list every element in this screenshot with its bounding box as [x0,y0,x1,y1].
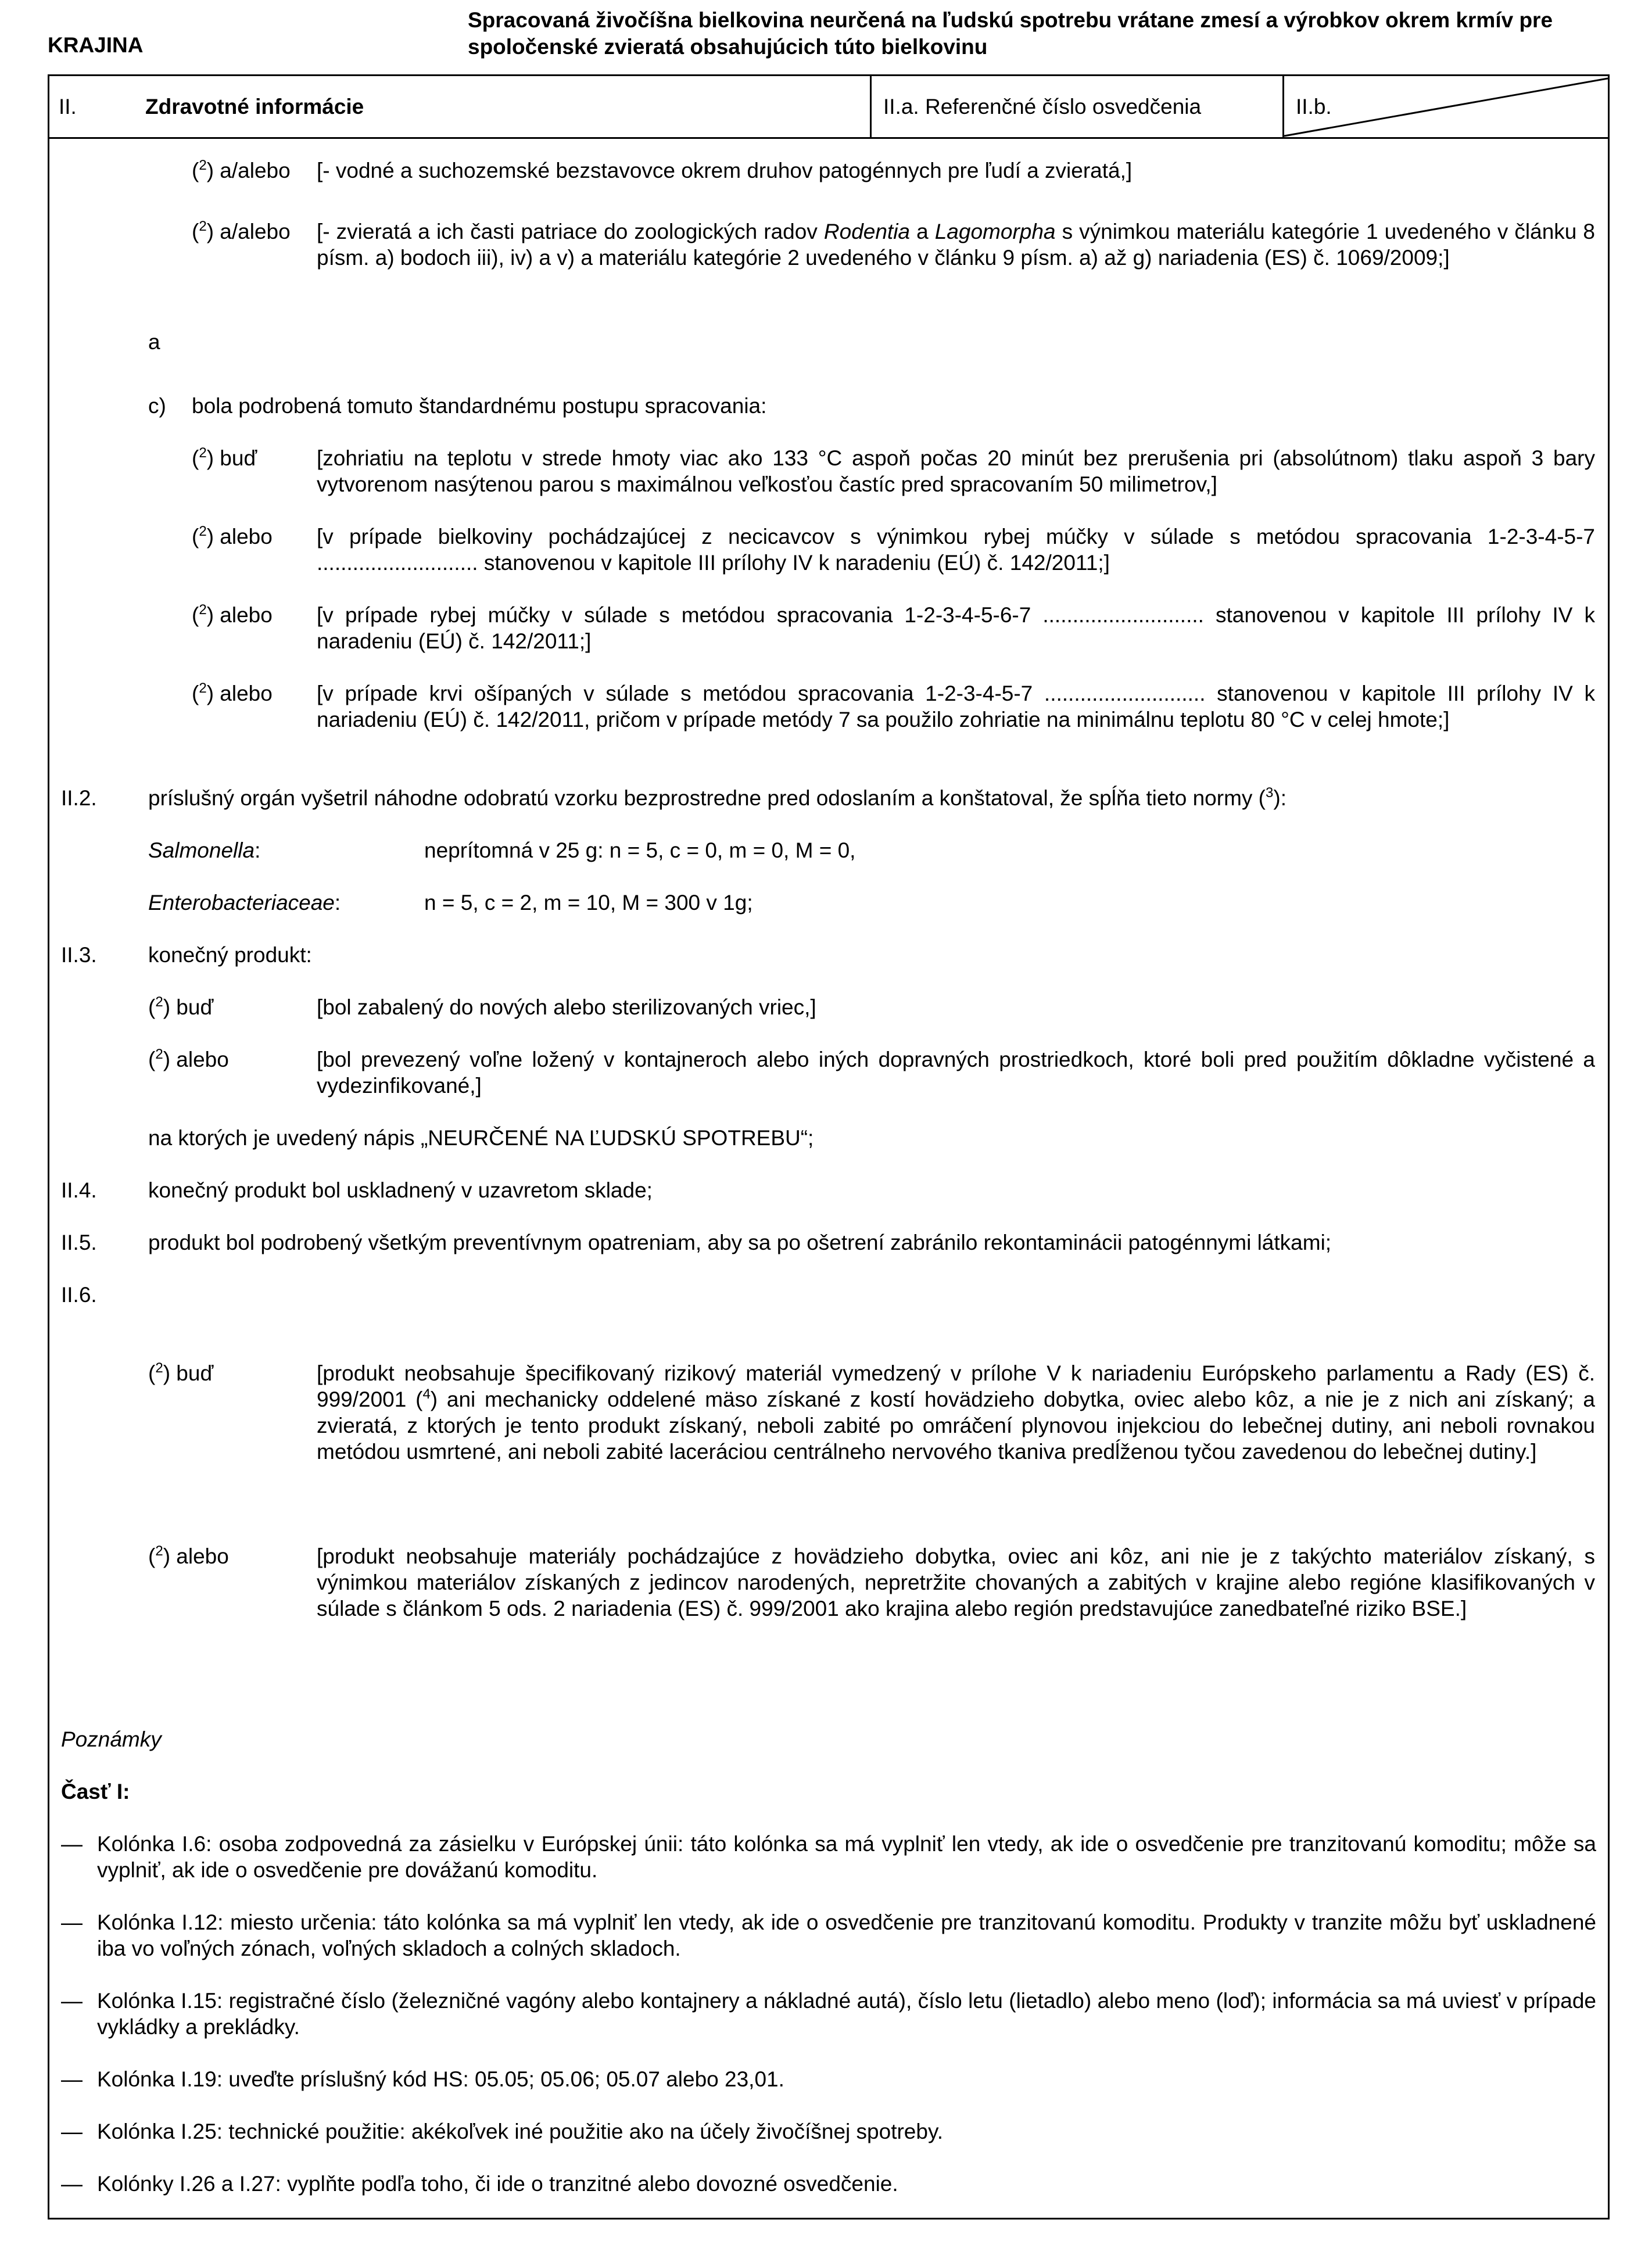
note-item: Kolónka I.6: osoba zodpovedná za zásielku v Európskej únii: táto kolónka sa má vyplniť len vtedy, ak ide o osvedčenie pre tranzitovanú komoditu; môže sa vyplniť, ak ide o osvedčenie pre dovážanú komoditu. [97,1832,1596,1882]
clause-ii4-text: konečný produkt bol uskladnený v uzavretom sklade; [148,1178,653,1202]
method-non-mammal-protein: [v prípade bielkoviny pochádzajúcej z necicavcov s výnimkou rybej múčky v súlade s metódou spracovania 1-2-3-4-5-7 ........................... stanovenou v kapitole III prílohy IV k naradeniu (EÚ) č. 142/2011;] [317,525,1595,575]
note-dash: — [61,1910,83,1934]
note-dash: — [61,1832,83,1856]
country-label: KRAJINA [48,33,144,57]
bse-negligible-risk-statement: [produkt neobsahuje materiály pochádzajúce z hovädzieho dobytka, oviec ani kôz, ani nie je z takýchto materiálov získaný, s výnimkou materiálov získaných z jedincov narodených, nepretržite chovaných a zabitých v krajine alebo regióne klasifikovaných v súlade s článkom 5 ods. 2 nariadenia (ES) č. 999/2001 ako krajina alebo región predstavujúce zanedbateľné riziko BSE.] [317,1544,1595,1620]
field-iib-label: II.b. [1282,76,1608,137]
option-marker: ($^2$) alebo [148,1543,229,1568]
point-c-label: c) [148,394,166,418]
clause-ii2-text: príslušný orgán vyšetril náhodne odobratú vzorku bezprostredne pred odoslaním a konštatoval, že spĺňa tieto normy ($^3$): [148,785,1287,810]
packaging-bulk-containers: [bol prevezený voľne ložený v kontajneroch alebo iných dopravných prostriedkoch, ktoré boli pred použitím dôkladne vyčistené a vydezinfikované,] [317,1048,1595,1098]
certificate-frame [48,74,1610,2220]
option-marker: ($^2$) alebo [192,524,273,548]
note-dash: — [61,1989,83,2013]
notes-title: Poznámky [61,1727,162,1751]
option-rodentia-lagomorpha: [- zvieratá a ich časti patriace do zoologických radov Rodentia a Lagomorpha s výnimkou materiálu kategórie 1 uvedeného v článku 8 písm. a) bodoch iii), iv) a v) a materiálu kategórie 2 uvedeného v článku 9 písm. a) až g) nariadenia (ES) č. 1069/2009;] [317,220,1596,270]
option-aquatic-invertebrates: [- vodné a suchozemské bezstavovce okrem druhov patogénnych pre ľudí a zvieratá,] [317,159,1133,182]
note-item: Kolónky I.26 a I.27: vyplňte podľa toho, či ide o tranzitné alebo dovozné osvedčenie. [97,2172,898,2196]
conjunction-a: a [148,330,160,354]
note-item: Kolónka I.15: registračné číslo (železničné vagóny alebo kontajnery a nákladné autá), číslo letu (lietadlo) alebo meno (loď); informácia sa má uviesť v prípade vykládky a prekládky. [97,1989,1596,2039]
option-marker: ($^2$) buď [192,445,257,470]
header-diagonal-line [49,76,1608,137]
packaging-new-bags: [bol zabalený do nových alebo sterilizovaných vriec,] [317,995,816,1019]
clause-ii3-text: konečný produkt: [148,943,312,967]
option-marker: ($^2$) alebo [148,1046,229,1071]
note-item: Kolónka I.25: technické použitie: akékoľvek iné použitie ako na účely živočíšnej spotreby. [97,2120,943,2143]
enterobacteriaceae-label: Enterobacteriaceae: [148,891,341,915]
note-dash: — [61,2067,83,2091]
section-number: II. [59,95,77,119]
section-title: Zdravotné informácie [145,95,364,119]
srm-statement: [produkt neobsahuje špecifikovaný rizikový materiál vymedzený v prílohe V k nariadeniu Európskeho parlamentu a Rady (ES) č. 999/2001 ($^4$) ani mechanicky oddelené mäso získané z kostí hovädzieho dobytka, oviec alebo kôz, a nie je z nich ani získaný; a zvieratá, z ktorých je tento produkt získaný, neboli zabité po omráčení plynovou injekciou do lebečnej dutiny, ani neboli rovnakou metódou usmrtené, ani neboli zabité laceráciou centrálneho nervového tkaniva predĺženou tyčou zavedenou do lebečnej dutiny.] [317,1361,1595,1464]
note-dash: — [61,2120,83,2143]
option-marker: ($^2$) a/alebo [192,218,291,243]
salmonella-label: Salmonella: [148,838,261,862]
notes-part-i: Časť I: [61,1780,130,1803]
labelling-text: na ktorých je uvedený nápis „NEURČENÉ NA ĽUDSKÚ SPOTREBU“; [148,1126,814,1150]
table-header-row [49,76,1608,139]
clause-ii5-text: produkt bol podrobený všetkým preventívnym opatreniam, aby sa po ošetrení zabránilo rekontaminácii patogénnymi látkami; [148,1231,1332,1254]
certificate-title: Spracovaná živočíšna bielkovina neurčená na ľudskú spotrebu vrátane zmesí a výrobkov okrem krmív pre spoločenské zvieratá obsahujúcich túto bielkovinu [468,8,1553,59]
clause-number-ii2: II.2. [61,786,97,810]
option-marker: ($^2$) a/alebo [192,157,291,182]
option-marker: ($^2$) buď [148,1360,214,1385]
option-marker: ($^2$) alebo [192,680,273,705]
clause-number-ii3: II.3. [61,943,97,967]
salmonella-standard: neprítomná v 25 g: n = 5, c = 0, m = 0, M = 0, [424,838,856,862]
enterobacteriaceae-standard: n = 5, c = 2, m = 10, M = 300 v 1g; [424,891,753,915]
option-marker: ($^2$) buď [148,994,214,1019]
method-porcine-blood: [v prípade krvi ošípaných v súlade s metódou spracovania 1-2-3-4-5-7 ........................... stanovenou v kapitole III prílohy IV k nariadeniu (EÚ) č. 142/2011, pričom v prípade metódy 7 sa použilo zohriatie na minimálnu teplotu 80 °C v celej hmote;] [317,682,1595,732]
method-fish-meal: [v prípade rybej múčky v súlade s metódou spracovania 1-2-3-4-5-6-7 ........................... stanovenou v kapitole III prílohy IV k naradeniu (EÚ) č. 142/2011;] [317,603,1595,653]
method-standard-heating: [zohriatiu na teplotu v strede hmoty viac ako 133 °C aspoň počas 20 minút bez prerušenia pri (absolútnom) tlaku aspoň 3 bary vytvorenom nasýtenou parou s maximálnou veľkosťou častíc pred spracovaním 50 milimetrov,] [317,446,1595,496]
reference-number-label: II.a. Referenčné číslo osvedčenia [870,76,1282,137]
clause-number-ii5: II.5. [61,1231,97,1254]
clause-number-ii6: II.6. [61,1283,97,1307]
note-item: Kolónka I.12: miesto určenia: táto kolónka sa má vyplniť len vtedy, ak ide o osvedčenie pre tranzitovanú komoditu. Produkty v tranzite môžu byť uskladnené iba vo voľných zónach, voľných skladoch a colných skladoch. [97,1910,1596,1960]
option-marker: ($^2$) alebo [192,602,273,627]
note-dash: — [61,2172,83,2196]
point-c-text: bola podrobená tomuto štandardnému postupu spracovania: [192,394,767,418]
note-item: Kolónka I.19: uveďte príslušný kód HS: 05.05; 05.06; 05.07 alebo 23,01. [97,2067,784,2091]
clause-number-ii4: II.4. [61,1178,97,1202]
